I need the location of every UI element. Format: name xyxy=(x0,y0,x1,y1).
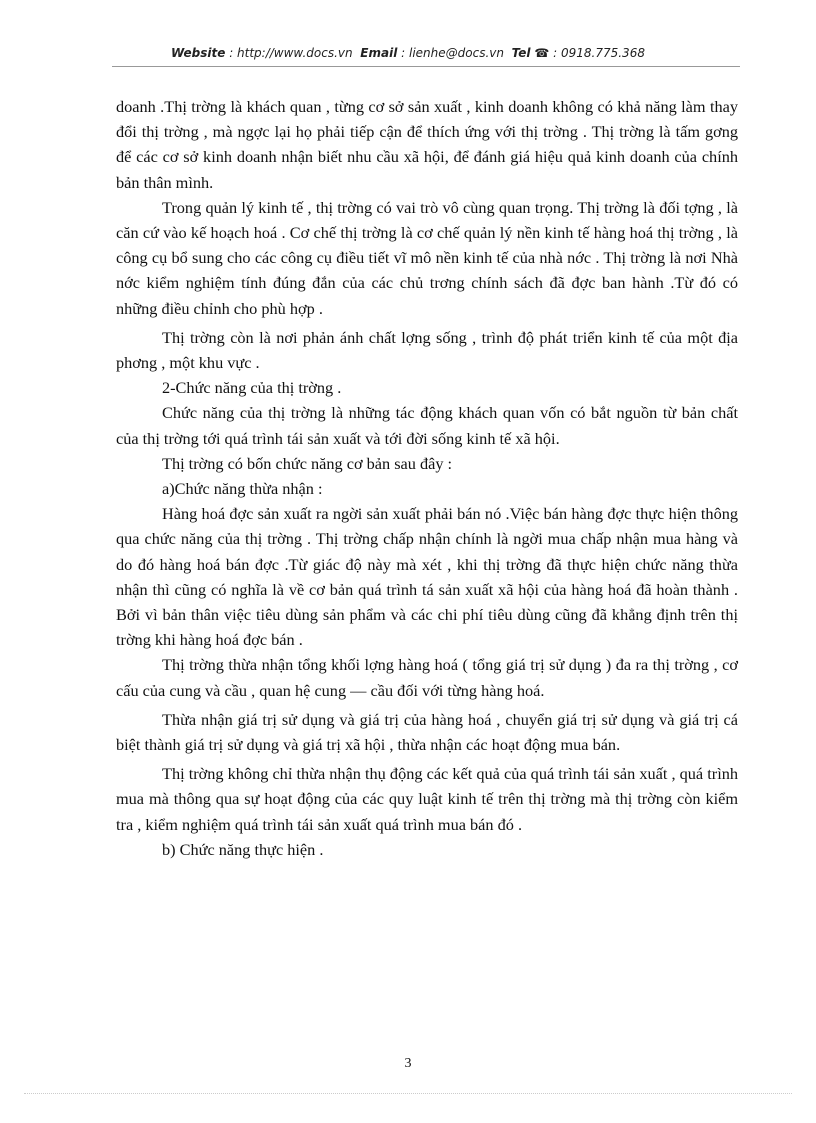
page-header xyxy=(0,46,816,60)
footer-divider xyxy=(24,1093,792,1094)
page-number: 3 xyxy=(404,1056,412,1071)
tel-value: : 0918.775.368 xyxy=(553,46,645,60)
paragraph: Thị trờng không chỉ thừa nhận thụ động các kết quả của quá trình tái sản xuất , quá trình mua mà thông qua sự hoạt động của các quy luật kinh tế trên thị trờng mà thị trờng còn kiểm tra , kiểm nghiệm quá trình tái sản xuất quá trình mua bán đó . xyxy=(116,764,738,834)
paragraph: doanh .Thị trờng là khách quan , từng cơ sở sản xuất , kinh doanh không có khả năng làm thay đổi thị trờng , mà ngợc lại họ phải tiếp cận để thích ứng với thị trờng . Thị trờng là tấm gơng để các cơ sở kinh doanh nhận biết nhu cầu xã hội, để đánh giá hiệu quả kinh doanh của chính bản thân mình. xyxy=(116,97,738,192)
email-value: : lienhe@docs.vn xyxy=(401,46,504,60)
website-value: : http://www.docs.vn xyxy=(229,46,353,60)
document-body xyxy=(116,94,738,862)
subsection-heading: a)Chức năng thừa nhận : xyxy=(162,479,323,499)
paragraph: Hàng hoá đợc sản xuất ra ngời sản xuất phải bán nó .Việc bán hàng đợc thực hiện thông qua chức năng của thị trờng . Thị trờng chấp nhận chính là ngời mua chấp nhận mua hàng và do đó hàng hoá bán đợc .Từ giác độ này mà xét , khi thị trờng đã thực hiện chức năng thừa nhận thì cũng có nghĩa là về cơ bản quá trình tá sản xuất xã hội của hàng hoá đã hoàn thành . Bởi vì bản thân việc tiêu dùng sản phẩm và các chi phí tiêu dùng cũng đã khẳng định trên thị trờng khi hàng hoá đợc bán . xyxy=(116,504,738,650)
paragraph: Thừa nhận giá trị sử dụng và giá trị của hàng hoá , chuyển giá trị sử dụng và giá trị cá biệt thành giá trị sử dụng và giá trị xã hội , thừa nhận các hoạt động mua bán. xyxy=(116,709,738,755)
tel-label: Tel xyxy=(511,46,531,60)
email-label: Email xyxy=(360,46,398,60)
paragraph: Trong quản lý kinh tế , thị trờng có vai trò vô cùng quan trọng. Thị trờng là đối tợng , là căn cứ vào kế hoạch hoá . Cơ chế thị trờng là cơ chế quản lý nền kinh tế hàng hoá thị trờng , là công cụ bổ sung cho các công cụ điều tiết vĩ mô nền kinh tế của nhà nớc . Thị trờng là nơi Nhà nớc kiểm nghiệm tính đúng đắn của các chủ trơng chính sách đã đợc ban hành .Từ đó có những điều chỉnh cho phù hợp . xyxy=(116,197,738,318)
subsection-heading: b) Chức năng thực hiện . xyxy=(162,839,324,859)
paragraph: Thị trờng còn là nơi phản ánh chất lợng sống , trình độ phát triển kinh tế của một địa phơng , một khu vực . xyxy=(116,327,738,373)
paragraph: Thị trờng có bốn chức năng cơ bản sau đây : xyxy=(162,453,453,473)
website-label: Website xyxy=(171,46,226,60)
paragraph: Chức năng của thị trờng là những tác động khách quan vốn có bắt nguồn từ bản chất của thị trờng tới quá trình tái sản xuất và tới đời sống kinh tế xã hội. xyxy=(116,403,738,448)
header-divider xyxy=(112,66,740,67)
phone-icon: ☎ xyxy=(534,46,550,60)
paragraph: Thị trờng thừa nhận tổng khối lợng hàng hoá ( tổng giá trị sử dụng ) đa ra thị trờng , cơ cấu của cung và cầu , quan hệ cung — cầu đối với từng hàng hoá. xyxy=(116,655,738,700)
section-heading: 2-Chức năng của thị trờng . xyxy=(162,378,342,398)
